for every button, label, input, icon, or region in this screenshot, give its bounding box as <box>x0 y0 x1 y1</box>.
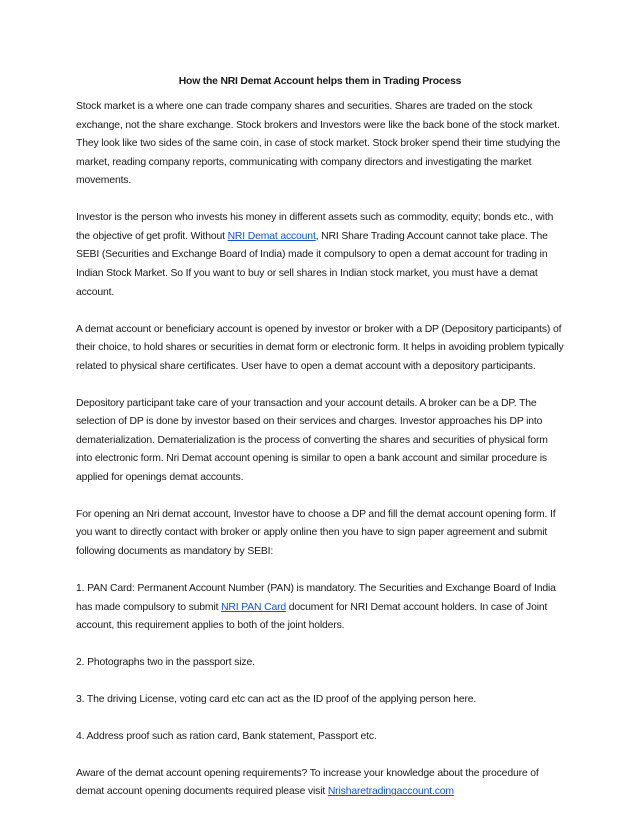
paragraph-investor <box>76 209 564 302</box>
paragraph-depository-participant: Depository participant take care of your transaction and your account details. A broker can be a DP. The selection of DP is done by investor based on their services and charges. Investor approaches his DP into dematerialization. Dematerialization is the process of converting the shares and securities of physical form into electronic form. Nri Demat account opening is similar to open a bank account and similar procedure is applied for openings demat accounts. <box>76 397 548 483</box>
list-item-pan-card-text-b: document for NRI Demat account holders. In case of Joint account, this requirement applies to both of the joint holders. <box>76 601 548 632</box>
nri-demat-account-link[interactable]: NRI Demat account <box>227 230 316 242</box>
list-item-id-proof: 3. The driving License, voting card etc can act as the ID proof of the applying person here. <box>76 693 477 705</box>
document-body <box>76 73 564 820</box>
list-item-photographs: 2. Photographs two in the passport size. <box>76 657 255 669</box>
list-item-pan-card <box>76 580 564 636</box>
list-item-address-proof: 4. Address proof such as ration card, Bank statement, Passport etc. <box>76 730 377 742</box>
paragraph-closing <box>76 765 564 802</box>
list-item-pan-card-text-a: 1. PAN Card: Permanent Account Number (PAN) is mandatory. The Securities and Exchange Board of India has made compulsory to submit <box>76 582 556 613</box>
paragraph-opening-account: For opening an Nri demat account, Investor have to choose a DP and fill the demat account opening form. If you want to directly contact with broker or apply online then you have to sign paper agreement and submit following documents as mandatory by SEBI: <box>76 508 556 558</box>
paragraph-investor-text-b: , NRI Share Trading Account cannot take place. The SEBI (Securities and Exchange Board of India) made it compulsory to open a demat account for trading in Indian Stock Market. So If you want to buy or sell shares in Indian stock market, you must have a demat account. <box>76 230 548 298</box>
document-title: How the NRI Demat Account helps them in Trading Process <box>178 76 462 87</box>
nri-pan-card-link[interactable]: NRI PAN Card <box>221 601 287 613</box>
paragraph-stock-market: Stock market is a where one can trade company shares and securities. Shares are traded on the stock exchange, not the share exchange. Stock brokers and Investors were like the back bone of the stock market. They look like two sides of the same coin, in case of stock market. Stock broker spend their time studying the market, reading company reports, communicating with company directors and investigating the market movements. <box>76 101 561 187</box>
paragraph-demat-account: A demat account or beneficiary account is opened by investor or broker with a DP (Depository participants) of their choice, to hold shares or securities in demat form or electronic form. It helps in avoiding problem typically related to physical share certificates. User have to open a demat account with a depository participants. <box>76 323 564 372</box>
paragraph-investor-text-a: Investor is the person who invests his money in different assets such as commodity, equity; bonds etc., with the objective of get profit. Without <box>76 212 554 242</box>
nrisharetradingaccount-link[interactable]: Nrisharetradingaccount.com <box>327 786 454 798</box>
paragraph-closing-text: Aware of the demat account opening requirements? To increase your knowledge about the procedure of demat account opening documents required please visit <box>76 767 539 798</box>
